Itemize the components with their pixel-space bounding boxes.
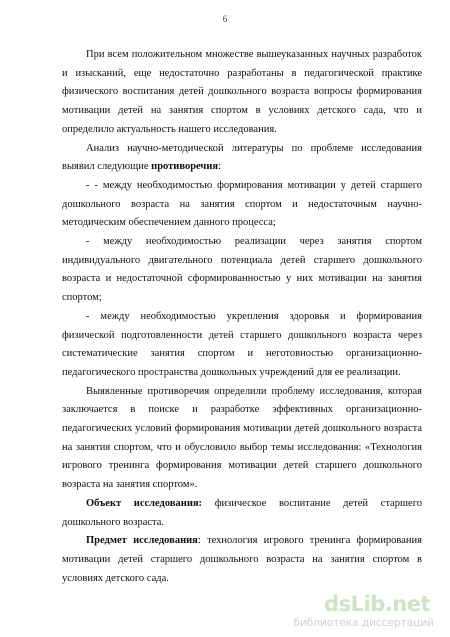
paragraph-research-problem: Выявленные противоречия определили проблему исследования, которая заключается в поиске и разработке эффективных организационно-педагогических условий формирования мотивации детей дошкольного возраста на занятия спортом, что и обусловило выбор темы исследования: «Технология игрового тренинга формирования мотивации детей старшего дошкольного возраста на занятия спортом». bbox=[62, 385, 422, 491]
document-body bbox=[62, 46, 422, 588]
contradiction-item-2: - между необходимостью реализации через занятия спортом индивидуального двигательного потенциала детей старшего дошкольного возраста и недостаточной сформированностью у них мотивации на занятия спортом; bbox=[62, 236, 422, 304]
paragraph-research-object bbox=[62, 495, 422, 532]
watermark bbox=[286, 592, 436, 632]
research-subject-text: : технология игрового тренинга формирования мотивации детей старшего дошкольного возраста на занятия спортом в условиях детского сада. bbox=[62, 535, 422, 584]
watermark-subtitle: библиотека диссертаций bbox=[293, 617, 434, 629]
contradiction-item-1: - - между необходимостью формирования мотивации у детей старшего дошкольного возраста на занятия спортом и недостаточным научно-методическим обеспечением данного процесса; bbox=[62, 179, 422, 229]
paragraph-contradictions-intro bbox=[62, 140, 422, 177]
contradictions-colon: : bbox=[218, 161, 222, 173]
contradiction-item-3: - между необходимостью укрепления здоровья и формирования физической подготовленности детей старшего дошкольного возраста через систематические занятия спортом и неготовностью организационно-педагогического пространства дошкольных учреждений для ее реализации. bbox=[62, 310, 422, 378]
watermark-logo: dsLib.net bbox=[324, 592, 430, 616]
contradictions-intro-text: Анализ научно-методической литературы по проблеме исследования выявил следующие bbox=[62, 142, 422, 173]
paragraph-relevance: При всем положительном множестве вышеуказанных научных разработок и изысканий, еще недостаточно разработаны в педагогической практике физического воспитания детей дошкольного возраста вопросы формирования мотивации детей на занятия спортом в условиях детского сада, что и определило актуальность нашего исследования. bbox=[62, 49, 422, 135]
contradictions-term: противоречия bbox=[151, 161, 219, 173]
page-number: 6 bbox=[222, 14, 228, 24]
research-subject-label: Предмет исследования bbox=[86, 535, 198, 547]
paragraph-research-subject bbox=[62, 532, 422, 588]
research-object-text: физическое воспитание детей старшего дошкольного возраста. bbox=[62, 497, 422, 528]
research-object-label: Объект исследования: bbox=[86, 497, 203, 509]
